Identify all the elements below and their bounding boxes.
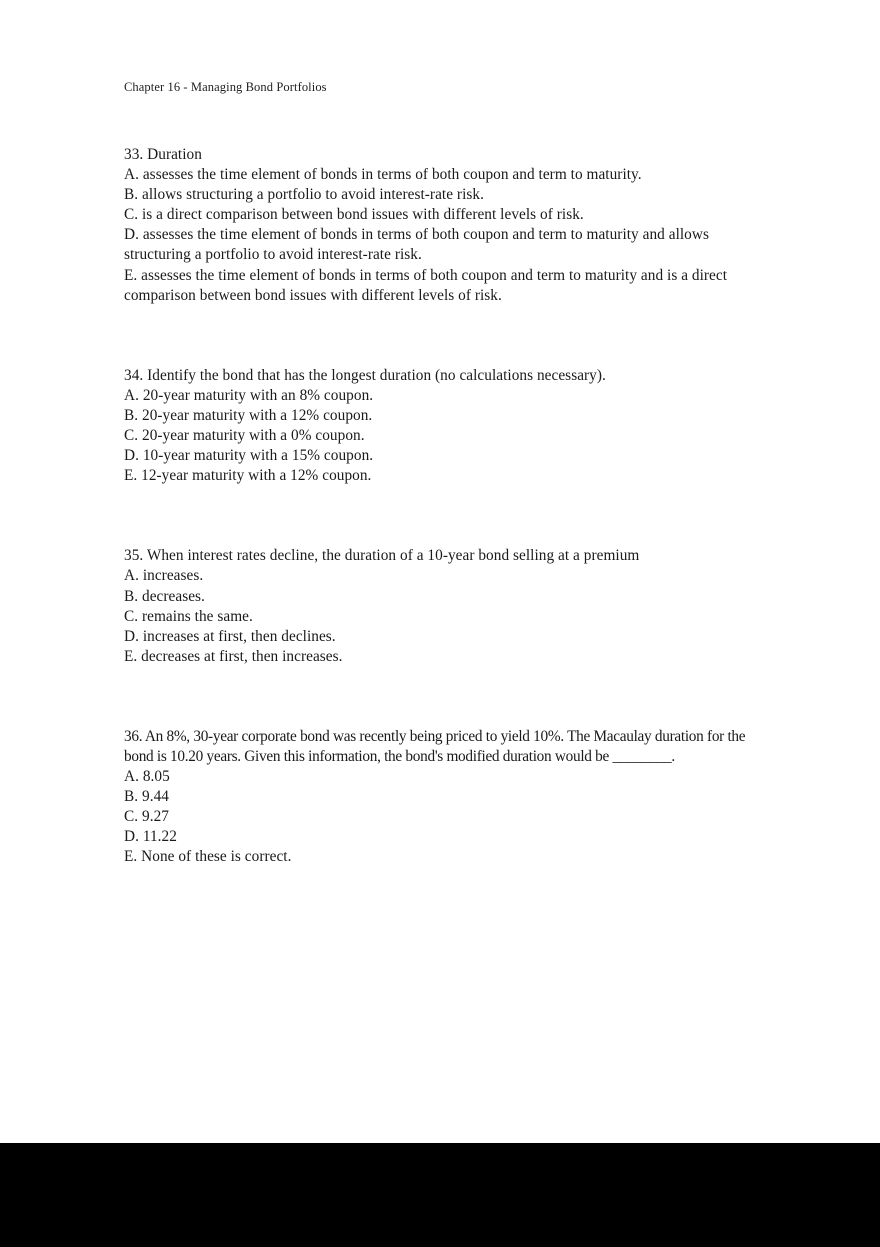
question-list [124, 145, 758, 868]
question-block [124, 727, 758, 868]
answer-choice[interactable]: D. increases at first, then declines. [124, 627, 336, 645]
answer-choice[interactable]: D. assesses the time element of bonds in terms of both coupon and term to maturity and allows structuring a portfolio to avoid interest-rate risk. [124, 226, 709, 264]
answer-choice[interactable]: A. 20-year maturity with an 8% coupon. [124, 386, 374, 404]
answer-choice[interactable]: C. is a direct comparison between bond issues with different levels of risk. [124, 206, 584, 224]
question-stem: 33. Duration [124, 146, 202, 163]
answer-choice[interactable]: A. increases. [124, 567, 204, 585]
question-block [124, 366, 758, 487]
answer-choice[interactable]: B. allows structuring a portfolio to avoid interest-rate risk. [124, 186, 484, 204]
answer-choice[interactable]: C. remains the same. [124, 607, 253, 625]
question-block [124, 546, 758, 667]
answer-choice[interactable]: E. decreases at first, then increases. [124, 647, 343, 665]
answer-choice[interactable]: B. 20-year maturity with a 12% coupon. [124, 406, 373, 424]
answer-choice[interactable]: C. 9.27 [124, 808, 169, 826]
running-head: Chapter 16 - Managing Bond Portfolios [124, 80, 327, 94]
answer-choice[interactable]: B. decreases. [124, 587, 205, 605]
answer-choice[interactable]: E. 12-year maturity with a 12% coupon. [124, 467, 372, 485]
answer-choice[interactable]: E. assesses the time element of bonds in terms of both coupon and term to maturity and is a direct comparison between bond issues with different levels of risk. [124, 266, 728, 304]
answer-choice[interactable]: D. 11.22 [124, 828, 177, 846]
answer-choice[interactable]: A. 8.05 [124, 768, 170, 786]
answer-choice[interactable]: C. 20-year maturity with a 0% coupon. [124, 427, 365, 445]
answer-choice[interactable]: A. assesses the time element of bonds in terms of both coupon and term to maturity. [124, 166, 642, 184]
question-block [124, 145, 758, 306]
question-stem: 36. An 8%, 30-year corporate bond was recently being priced to yield 10%. The Macaulay duration for the bond is 10.20 years. Given this information, the bond's modified duration would be ________. [124, 727, 746, 765]
answer-choice[interactable]: D. 10-year maturity with a 15% coupon. [124, 447, 374, 465]
answer-choice[interactable]: E. None of these is correct. [124, 848, 292, 866]
answer-choice[interactable]: B. 9.44 [124, 788, 169, 806]
question-stem: 34. Identify the bond that has the longest duration (no calculations necessary). [124, 366, 606, 384]
question-stem: 35. When interest rates decline, the duration of a 10-year bond selling at a premium [124, 547, 640, 565]
page-bottom-black-band [0, 1143, 880, 1247]
